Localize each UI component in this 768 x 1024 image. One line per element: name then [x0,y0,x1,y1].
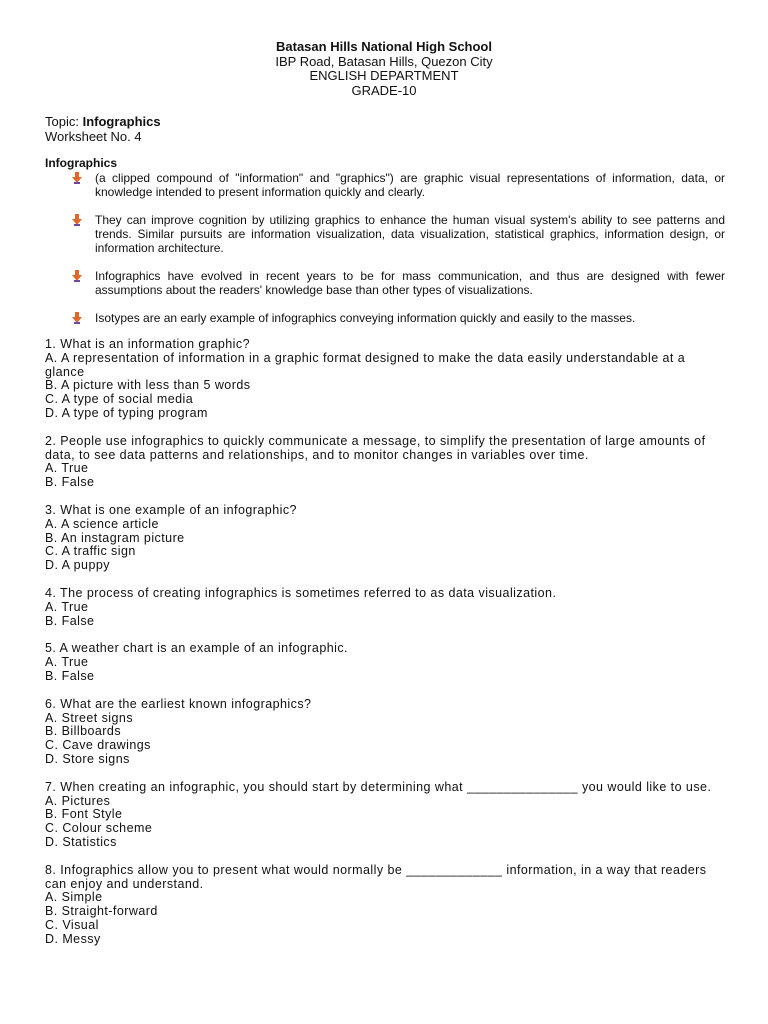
answer-option: B. Billboards [45,724,122,739]
answer-option: A. A science article [45,516,159,531]
question-text: 4. The process of creating infographics is sometimes referred to as data visualization. [45,585,557,600]
intro-bullet [45,171,725,199]
intro-bullet-text: They can improve cognition by utilizing graphics to enhance the human visual system's ability to see patterns and trends. Similar pursuits are information visualization, data visualization, statistical graphics, information design, or information architecture. [95,213,725,255]
answer-option: A. True [45,655,89,670]
intro-bullet-text: Infographics have evolved in recent years to be for mass communication, and thus are designed with fewer assumptions about the readers' knowledge base than other types of visualizations. [95,269,725,297]
arrow-bullet-icon [71,312,85,324]
topic-value: Infographics [82,114,161,129]
department-name: ENGLISH DEPARTMENT [309,68,459,83]
intro-title: Infographics [45,156,118,170]
intro-bullet [45,269,725,297]
answer-option: A. Pictures [45,793,111,808]
answer-option: C. Colour scheme [45,821,153,836]
answer-option: C. Cave drawings [45,738,151,753]
school-name: Batasan Hills National High School [276,39,492,54]
intro-section [45,156,725,339]
answer-option: D. Messy [45,931,101,946]
grade-level: GRADE-10 [351,82,417,98]
answer-option: C. Visual [45,917,99,932]
question-item [45,781,725,850]
question-item [45,338,725,421]
answer-option: B. False [45,475,95,490]
question-text: 2. People use infographics to quickly communicate a message, to simplify the presentation of large amounts of data, to see data patterns and relationships, and to monitor changes in variables over time. [45,433,706,462]
answer-option: B. A picture with less than 5 words [45,378,251,393]
question-text: 5. A weather chart is an example of an infographic. [45,641,348,656]
answer-option: C. A type of social media [45,392,194,407]
question-text: 1. What is an information graphic? [45,337,250,351]
question-item [45,642,725,683]
arrow-bullet-icon [71,214,85,226]
answer-option: D. Statistics [45,834,117,849]
answer-option: A. A representation of information in a graphic format designed to make the data easily understandable at a glance [45,350,686,379]
answer-option: D. A puppy [45,558,110,573]
answer-option: B. False [45,613,95,628]
arrow-bullet-icon [71,172,85,184]
question-text: 8. Infographics allow you to present what would normally be _____________ information, in a way that readers can enjoy and understand. [45,862,707,891]
document-header [0,40,768,98]
answer-option: D. Store signs [45,751,130,766]
question-item [45,864,725,947]
question-item [45,698,725,767]
answer-option: A. Street signs [45,710,134,725]
intro-bullet-text: Isotypes are an early example of infographics conveying information quickly and easily to the masses. [95,311,636,325]
answer-option: B. Straight-forward [45,904,158,919]
question-text: 6. What are the earliest known infographics? [45,696,312,711]
intro-bullet [45,311,725,325]
answer-option: B. An instagram picture [45,530,185,545]
answer-option: B. Font Style [45,807,123,822]
topic-label: Topic: [45,114,83,129]
answer-option: D. A type of typing program [45,405,208,420]
question-item [45,435,725,490]
answer-option: C. A traffic sign [45,544,136,559]
question-text: 3. What is one example of an infographic? [45,502,297,517]
question-text: 7. When creating an infographic, you should start by determining what _______________ you would like to use. [45,779,712,794]
arrow-bullet-icon [71,270,85,282]
school-address: IBP Road, Batasan Hills, Quezon City [275,53,493,69]
answer-option: B. False [45,668,95,683]
question-item [45,587,725,628]
intro-bullet [45,213,725,255]
answer-option: A. True [45,599,89,614]
intro-bullet-text: (a clipped compound of "information" and "graphics") are graphic visual representations of information, data, or knowledge intended to present information quickly and clearly. [95,171,725,199]
question-item [45,504,725,573]
answer-option: A. Simple [45,890,103,905]
worksheet-number: Worksheet No. 4 [45,128,142,144]
question-list [45,338,725,960]
topic-line [45,115,161,130]
answer-option: A. True [45,461,89,476]
topic-block [45,115,161,144]
intro-bullet-list [45,171,725,325]
